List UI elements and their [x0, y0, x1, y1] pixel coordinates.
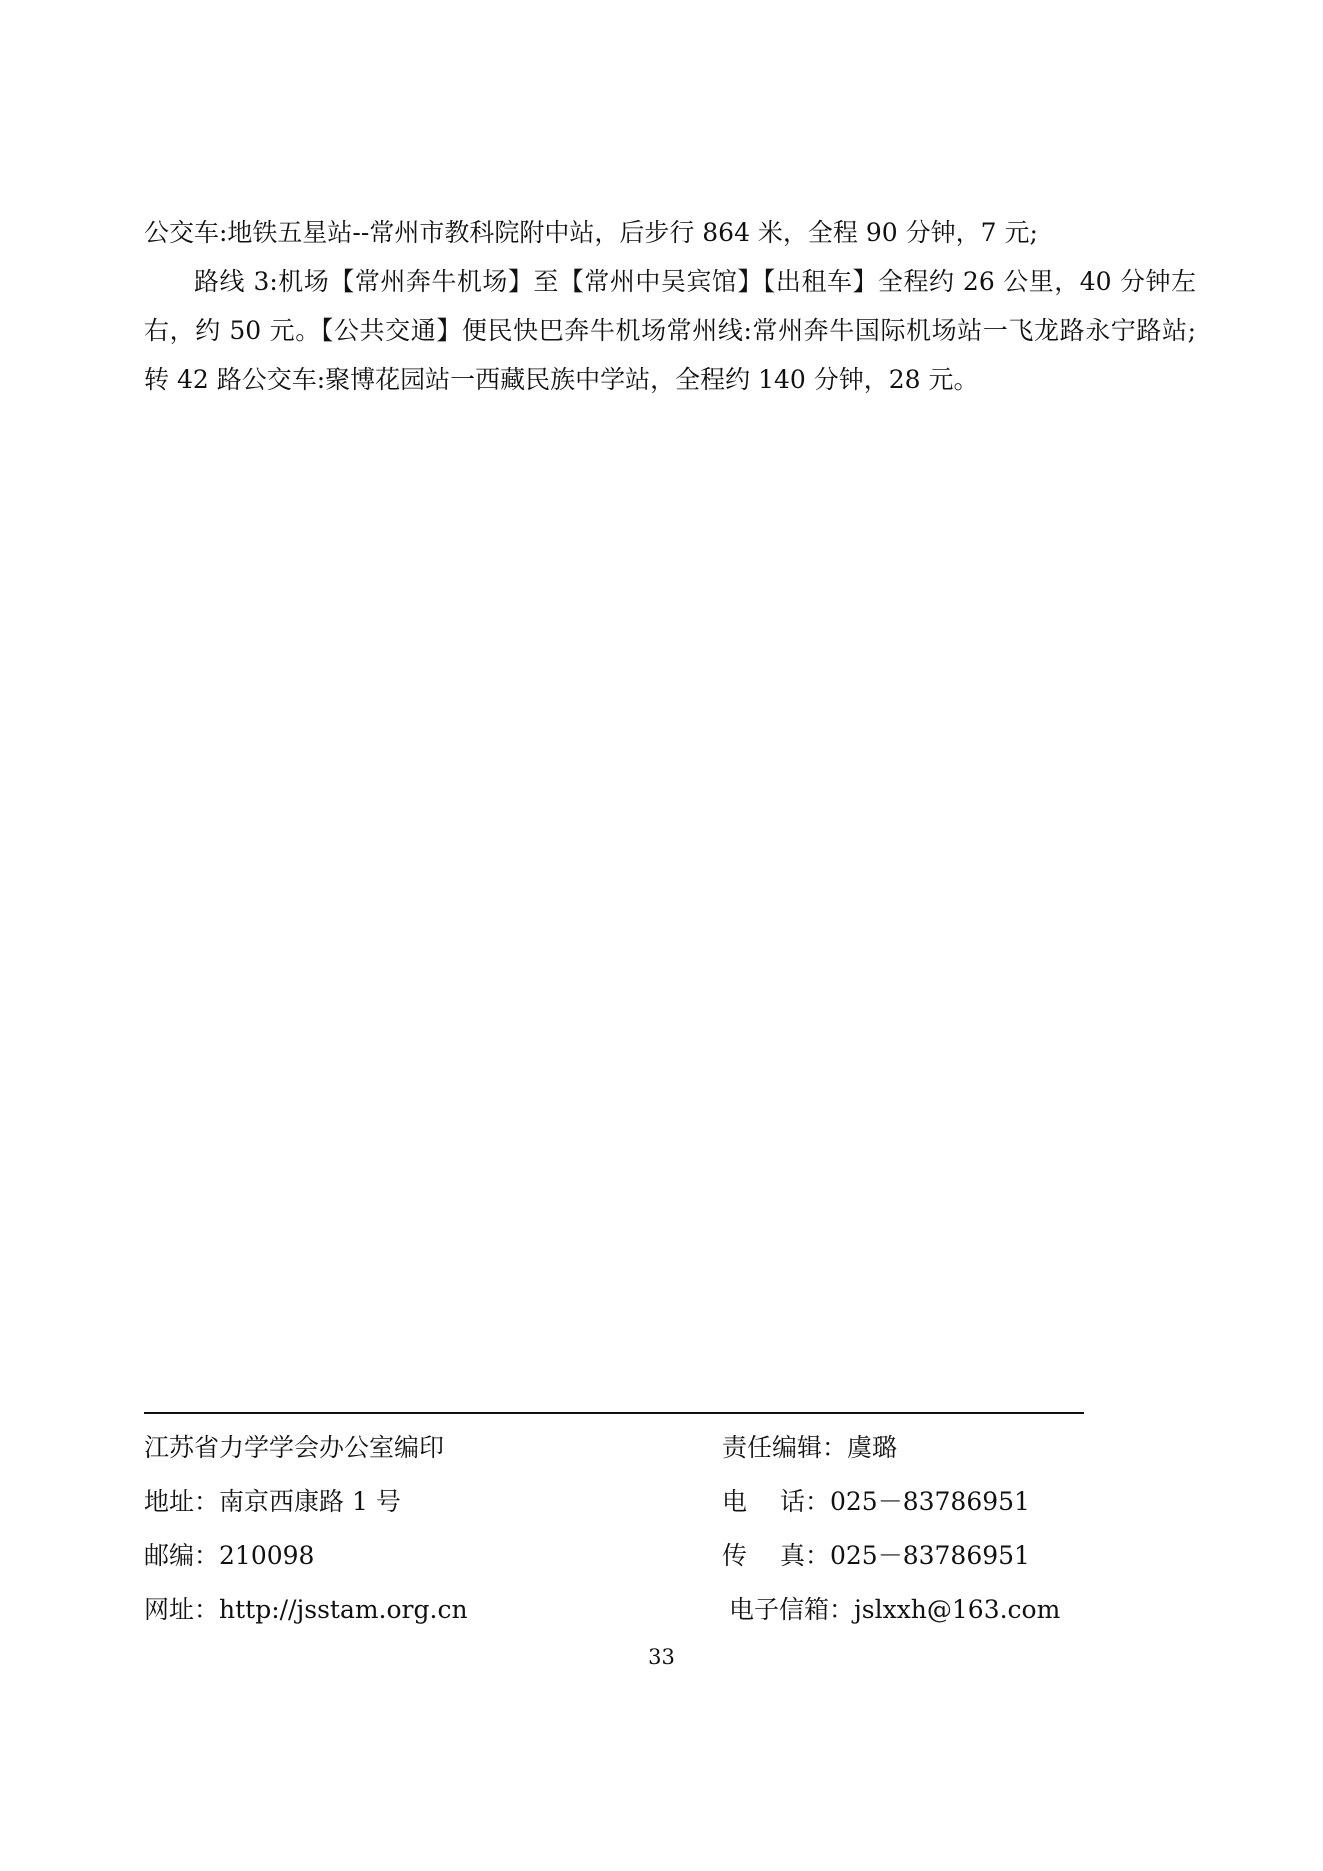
footer-fax	[722, 1541, 1030, 1571]
footer-website	[144, 1595, 468, 1625]
postcode-label: 邮编：	[144, 1541, 220, 1570]
phone-label	[722, 1487, 830, 1517]
address-label: 地址：	[144, 1487, 220, 1516]
email-link[interactable]: jslxxh@163.com	[854, 1595, 1061, 1624]
paragraph-route-3: 路线 3:机场【常州奔牛机场】至【常州中吴宾馆】【出租车】全程约 26 公里，40 分钟左右，约 50 元。【公共交通】便民快巴奔牛机场常州线:常州奔牛国际机场站一飞龙路永宁路站;转 42 路公交车:聚博花园站一西藏民族中学站，全程约 140 分钟，28 元。	[144, 267, 1196, 394]
email-label: 电子信箱：	[729, 1595, 855, 1624]
footer-address	[144, 1487, 401, 1517]
editor-value: 虞璐	[847, 1433, 898, 1462]
fax-label-char-2: 真：	[779, 1541, 830, 1570]
postcode-value: 210098	[219, 1541, 315, 1570]
website-link[interactable]: http://jsstam.org.cn	[219, 1595, 468, 1624]
footer-divider	[144, 1412, 1084, 1414]
footer-editor	[722, 1433, 897, 1463]
footer-org	[144, 1433, 444, 1463]
fax-value: 025－83786951	[830, 1541, 1030, 1570]
phone-label-char-2: 话：	[779, 1487, 830, 1516]
phone-label-char-1: 电	[722, 1487, 748, 1516]
fax-label-char-1: 传	[722, 1541, 748, 1570]
page-number: 33	[648, 1645, 675, 1669]
paragraph-bus-route: 公交车:地铁五星站--常州市教科院附中站，后步行 864 米，全程 90 分钟，7 元;	[144, 218, 1038, 247]
footer-email	[729, 1595, 1060, 1625]
website-label: 网址：	[144, 1595, 220, 1624]
footer-phone	[722, 1487, 1030, 1517]
address-value: 南京西康路 1 号	[219, 1487, 401, 1516]
editor-label: 责任编辑：	[722, 1433, 848, 1462]
document-body	[144, 208, 1196, 404]
phone-value: 025－83786951	[830, 1487, 1030, 1516]
org-name: 江苏省力学学会办公室编印	[144, 1433, 445, 1462]
fax-label	[722, 1541, 830, 1571]
footer-postcode	[144, 1541, 314, 1571]
